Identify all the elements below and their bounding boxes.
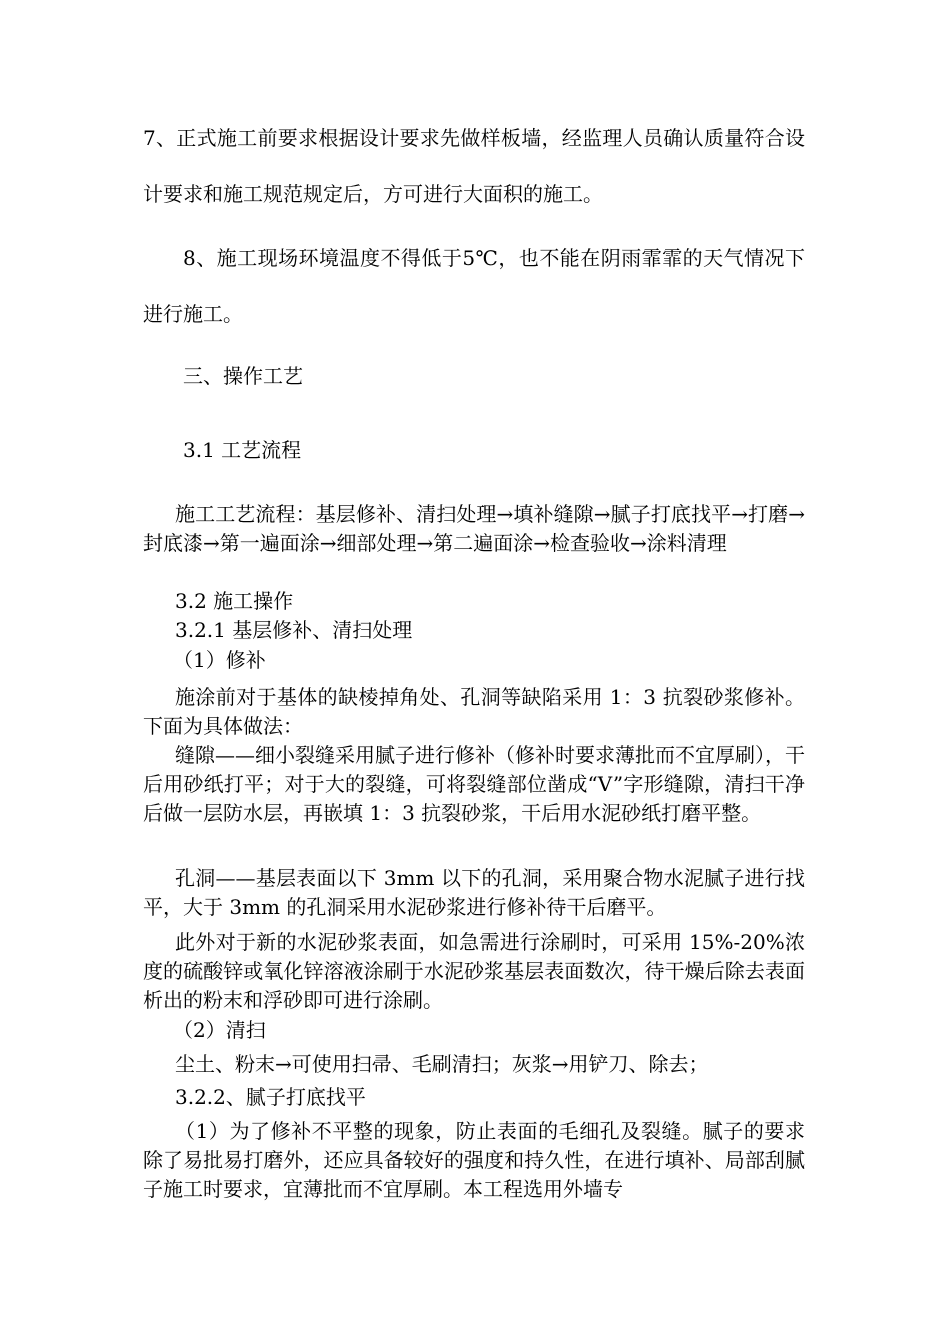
item-heading-cleaning: （2）清扫 (173, 1018, 266, 1042)
item-heading-repair: （1）修补 (173, 648, 266, 672)
repair-paragraph-new-mortar: 此外对于新的水泥砂浆表面，如急需进行涂刷时，可采用 15%-20%浓度的硫酸锌或氧化锌溶液涂刷于水泥砂浆基层表面数次，待干燥后除去表面析出的粉末和浮砂即可进行涂刷。 (143, 930, 805, 1012)
subsection-heading-3-2-2: 3.2.2、腻子打底找平 (175, 1085, 366, 1109)
repair-paragraph-1: 施涂前对于基体的缺棱掉角处、孔洞等缺陷采用 1：3 抗裂砂浆修补。下面为具体做法： (143, 685, 805, 738)
section-heading-3: 三、操作工艺 (183, 364, 303, 388)
subsection-heading-3-2-1: 3.2.1 基层修补、清扫处理 (175, 618, 413, 642)
subsection-heading-3-1: 3.1 工艺流程 (183, 438, 302, 462)
cleaning-paragraph: 尘土、粉末→可使用扫帚、毛刷清扫；灰浆→用铲刀、除去； (175, 1052, 709, 1076)
subsection-heading-3-2: 3.2 施工操作 (175, 589, 294, 613)
repair-paragraph-gaps: 缝隙——细小裂缝采用腻子进行修补（修补时要求薄批而不宜厚刷），干后用砂纸打平；对于大的裂缝，可将裂缝部位凿成“V”字形缝隙，清扫干净后做一层防水层，再嵌填 1：3 抗裂砂浆，干后用水泥砂纸打磨平整。 (143, 743, 805, 825)
process-flow-paragraph: 施工工艺流程：基层修补、清扫处理→填补缝隙→腻子打底找平→打磨→封底漆→第一遍面涂→细部处理→第二遍面涂→检查验收→涂料清理 (143, 502, 805, 555)
repair-paragraph-holes: 孔洞——基层表面以下 3mm 以下的孔洞，采用聚合物水泥腻子进行找平，大于 3mm 的孔洞采用水泥砂浆进行修补待干后磨平。 (143, 866, 805, 919)
paragraph-item-7: 7、正式施工前要求根据设计要求先做样板墙，经监理人员确认质量符合设计要求和施工规范规定后，方可进行大面积的施工。 (143, 126, 805, 206)
paragraph-item-8: 8、施工现场环境温度不得低于5℃，也不能在阴雨霏霏的天气情况下进行施工。 (143, 246, 805, 326)
putty-paragraph-1: （1）为了修补不平整的现象，防止表面的毛细孔及裂缝。腻子的要求除了易批易打磨外，还应具备较好的强度和持久性，在进行填补、局部刮腻子施工时要求，宜薄批而不宜厚刷。本工程选用外墙专 (143, 1119, 805, 1201)
